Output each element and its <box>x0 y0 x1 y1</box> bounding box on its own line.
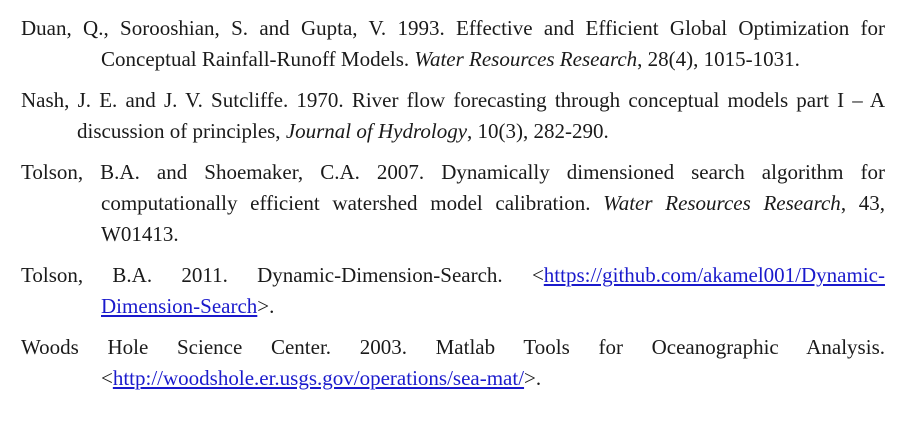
reference-text: Woods Hole Science Center. 2003. Matlab Tools for Oceanographic Analysis. < <box>21 335 885 390</box>
reference-tolson-2011 <box>21 260 885 322</box>
reference-citation: >. <box>524 366 542 390</box>
journal-title: Water Resources Research <box>414 47 638 71</box>
reference-tolson-shoemaker-2007 <box>21 157 885 250</box>
reference-duan-1993 <box>21 13 885 75</box>
reference-list <box>21 13 885 404</box>
reference-citation: >. <box>257 294 275 318</box>
reference-text: Tolson, B.A. and Shoemaker, C.A. 2007. Dynamically dimensioned search algorithm for computationally efficient watershed model calibration. <box>21 160 885 215</box>
reference-text: Duan, Q., Sorooshian, S. and Gupta, V. 1993. Effective and Efficient Global Optimization for Conceptual Rainfall-Runoff Models. <box>21 16 885 71</box>
reference-text: Tolson, B.A. 2011. Dynamic-Dimension-Search. < <box>21 263 544 287</box>
reference-text: Nash, J. E. and J. V. Sutcliffe. 1970. River flow forecasting through conceptual models part I – A discussion of principles, <box>21 88 885 143</box>
reference-woods-hole-2003 <box>21 332 885 394</box>
reference-citation: , 43, W01413. <box>101 191 886 246</box>
reference-nash-1970 <box>21 85 885 147</box>
journal-title: Journal of Hydrology <box>285 119 468 143</box>
sea-mat-link[interactable]: http://woodshole.er.usgs.gov/operations/sea-mat/ <box>112 366 525 390</box>
github-link[interactable]: https://github.com/akamel001/Dynamic-Dimension-Search <box>101 263 885 318</box>
journal-title: Water Resources Research <box>603 191 841 215</box>
reference-citation: , 10(3), 282-290. <box>467 119 609 143</box>
reference-citation: , 28(4), 1015-1031. <box>637 47 800 71</box>
